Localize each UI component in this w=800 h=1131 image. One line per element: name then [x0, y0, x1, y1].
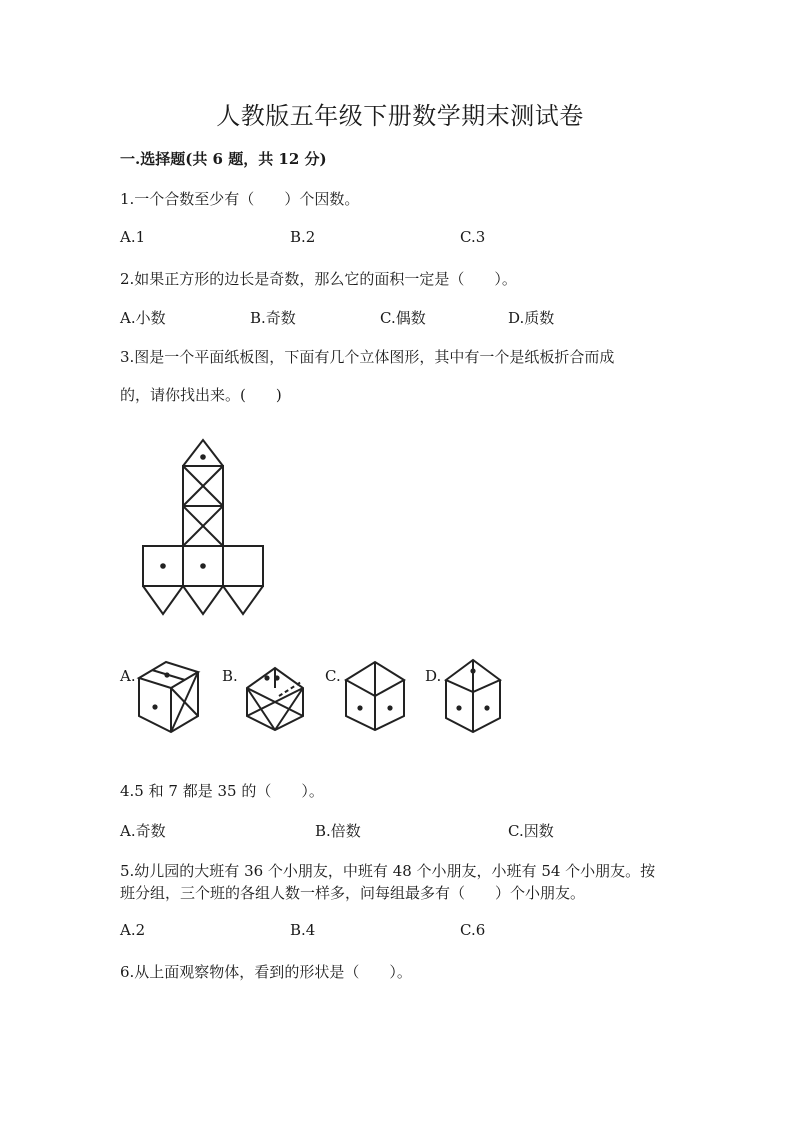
section-heading: 一.选择题(共 6 题，共 12 分): [120, 150, 327, 168]
q3-option-b[interactable]: B.: [222, 667, 238, 685]
q3-option-c[interactable]: C.: [325, 667, 341, 685]
cube-option-d-figure[interactable]: [444, 658, 502, 734]
q3-option-d[interactable]: D.: [425, 667, 442, 685]
question-3-line-2: 的，请你找出来。( ): [120, 386, 282, 404]
cube-option-b-figure[interactable]: [245, 666, 305, 732]
q3-option-a[interactable]: A.: [120, 667, 136, 685]
q4-option-c[interactable]: C.因数: [508, 822, 554, 840]
q1-option-a[interactable]: A.1: [120, 228, 146, 246]
cube-option-c-figure[interactable]: [344, 660, 406, 732]
question-2: 2.如果正方形的边长是奇数，那么它的面积一定是（ ）。: [120, 270, 517, 288]
q4-option-b[interactable]: B.倍数: [315, 822, 361, 840]
q1-option-c[interactable]: C.3: [460, 228, 486, 246]
q5-option-a[interactable]: A.2: [120, 921, 146, 939]
q1-option-b[interactable]: B.2: [290, 228, 316, 246]
page-title: 人教版五年级下册数学期末测试卷: [216, 102, 584, 130]
question-1: 1.一个合数至少有（ ）个因数。: [120, 190, 360, 208]
question-3-line-1: 3.图是一个平面纸板图，下面有几个立体图形，其中有一个是纸板折合而成: [120, 348, 615, 366]
q2-option-d[interactable]: D.质数: [508, 309, 555, 327]
question-5-line-1: 5.幼儿园的大班有 36 个小朋友，中班有 48 个小朋友，小班有 54 个小朋友。按: [120, 862, 656, 880]
q4-option-a[interactable]: A.奇数: [120, 822, 166, 840]
q2-option-c[interactable]: C.偶数: [380, 309, 426, 327]
question-4: 4.5 和 7 都是 35 的（ ）。: [120, 782, 324, 800]
q5-option-b[interactable]: B.4: [290, 921, 316, 939]
q5-option-c[interactable]: C.6: [460, 921, 486, 939]
cube-option-a-figure[interactable]: [137, 660, 201, 734]
question-6: 6.从上面观察物体，看到的形状是（ ）。: [120, 963, 412, 981]
q2-option-b[interactable]: B.奇数: [250, 309, 296, 327]
cube-net-diagram: [130, 430, 290, 620]
question-5-line-2: 班分组，三个班的各组人数一样多，问每组最多有（ ）个小朋友。: [120, 884, 586, 902]
q2-option-a[interactable]: A.小数: [120, 309, 166, 327]
